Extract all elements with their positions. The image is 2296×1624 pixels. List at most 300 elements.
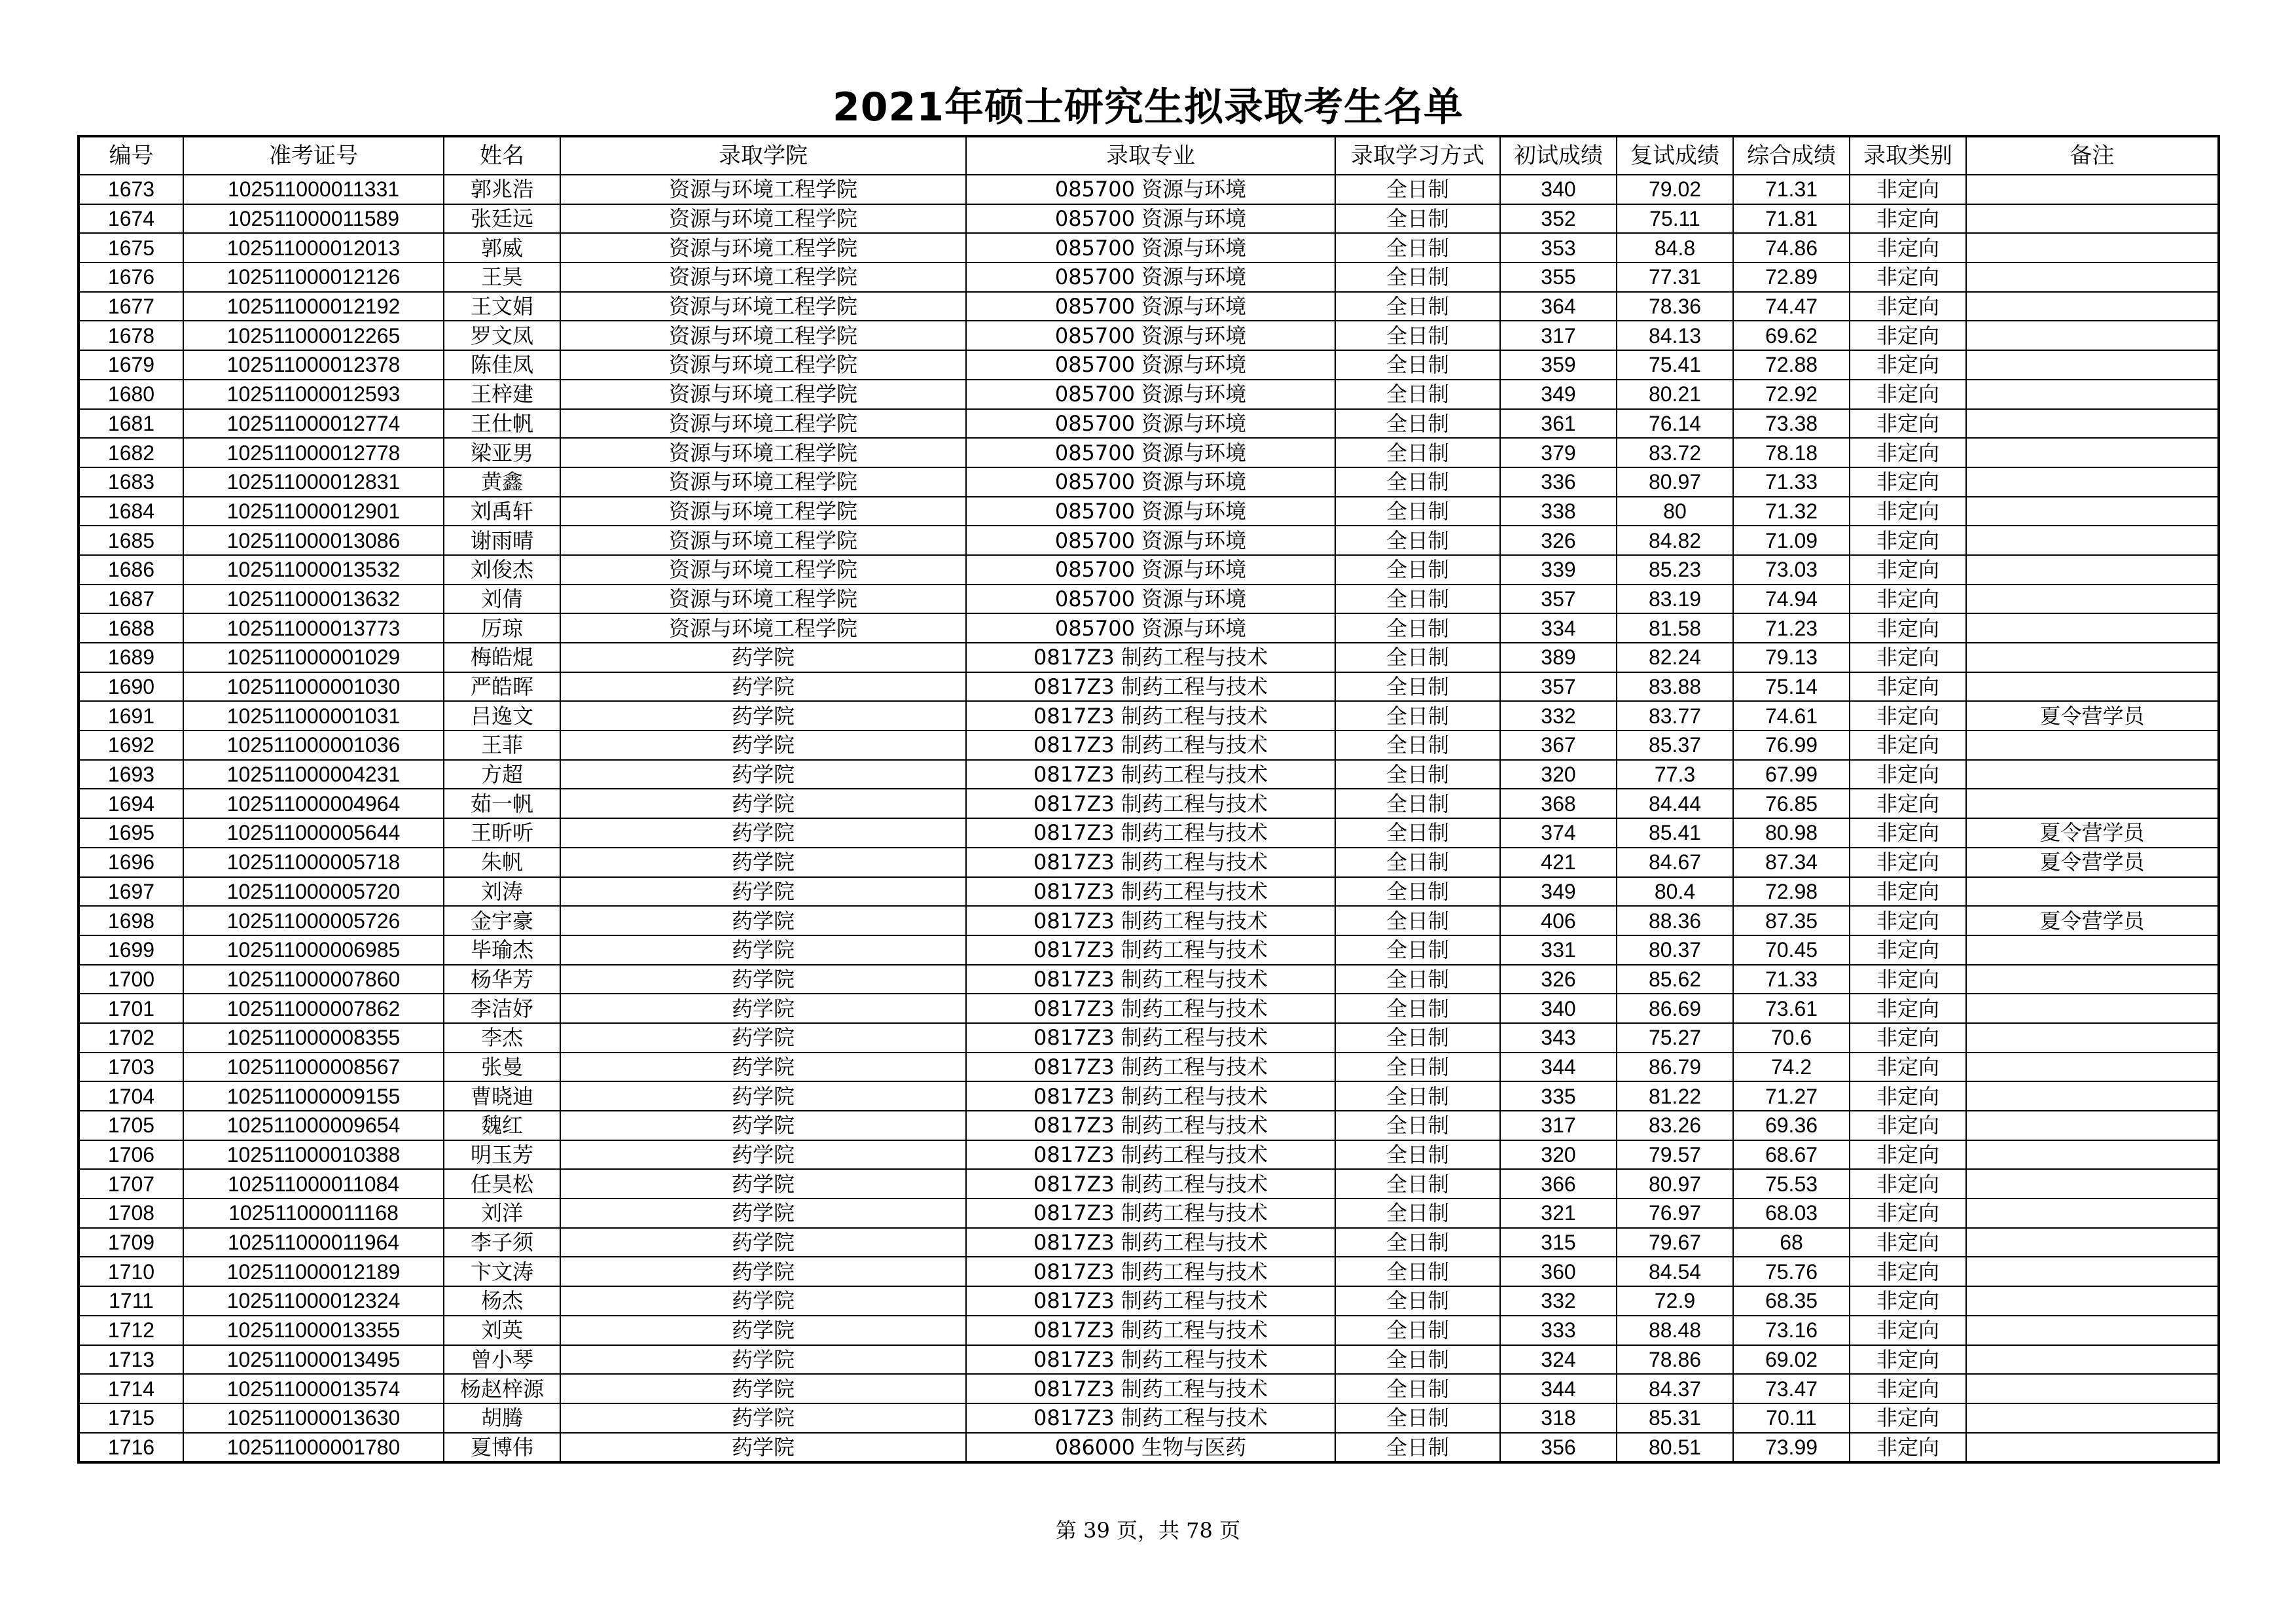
col-college-cell: 资源与环境工程学院 xyxy=(560,175,966,204)
col-remark-cell xyxy=(1966,1199,2219,1228)
col-exam-number-cell: 102511000012324 xyxy=(183,1286,444,1316)
col-retest-score-cell: 76.97 xyxy=(1617,1199,1733,1228)
col-exam-number-cell: 102511000012831 xyxy=(183,467,444,497)
col-name-cell: 黄鑫 xyxy=(444,467,560,497)
col-total-score-cell: 73.99 xyxy=(1733,1433,1850,1463)
col-exam-number-cell: 102511000008355 xyxy=(183,1023,444,1053)
col-initial-score-cell: 340 xyxy=(1500,994,1617,1023)
col-study-mode-cell: 全日制 xyxy=(1335,1140,1500,1170)
col-college-cell: 药学院 xyxy=(560,760,966,789)
table-row xyxy=(79,555,2219,585)
col-retest-score-cell: 85.37 xyxy=(1617,731,1733,760)
col-name-cell: 张廷远 xyxy=(444,204,560,234)
col-remark-cell xyxy=(1966,1081,2219,1111)
col-initial-score-cell: 324 xyxy=(1500,1345,1617,1375)
table-row xyxy=(79,292,2219,321)
col-initial-score-cell: 332 xyxy=(1500,701,1617,731)
col-initial-score-cell: 349 xyxy=(1500,380,1617,409)
col-total-score-cell: 71.27 xyxy=(1733,1081,1850,1111)
col-study-mode-cell: 全日制 xyxy=(1335,994,1500,1023)
col-initial-score-cell: 317 xyxy=(1500,1111,1617,1140)
col-study-mode-cell: 全日制 xyxy=(1335,731,1500,760)
col-initial-score-cell: 334 xyxy=(1500,613,1617,643)
table-row xyxy=(79,906,2219,935)
col-name-cell: 胡腾 xyxy=(444,1403,560,1433)
col-name-cell: 王菲 xyxy=(444,731,560,760)
page-title: 2021年硕士研究生拟录取考生名单 xyxy=(833,84,1463,130)
col-exam-number-cell: 102511000007862 xyxy=(183,994,444,1023)
col-id-cell: 1688 xyxy=(79,613,183,643)
col-college-cell: 资源与环境工程学院 xyxy=(560,233,966,262)
col-category-cell: 非定向 xyxy=(1850,1316,1966,1345)
table-row xyxy=(79,1316,2219,1345)
col-major-cell: 0817Z3 制药工程与技术 xyxy=(966,935,1335,965)
col-remark-cell xyxy=(1966,555,2219,585)
table-row xyxy=(79,409,2219,439)
col-total-score-cell: 71.31 xyxy=(1733,175,1850,204)
col-college-cell: 药学院 xyxy=(560,965,966,994)
col-category-cell: 非定向 xyxy=(1850,1111,1966,1140)
col-college-cell: 药学院 xyxy=(560,1316,966,1345)
col-exam-number-cell: 102511000012265 xyxy=(183,321,444,350)
col-exam-number-cell: 102511000013355 xyxy=(183,1316,444,1345)
col-total-score-cell: 71.33 xyxy=(1733,467,1850,497)
col-remark-header: 备注 xyxy=(1966,136,2219,175)
col-major-cell: 0817Z3 制药工程与技术 xyxy=(966,1199,1335,1228)
col-name-cell: 王昊 xyxy=(444,262,560,292)
col-study-mode-cell: 全日制 xyxy=(1335,1111,1500,1140)
col-exam-number-cell: 102511000011084 xyxy=(183,1169,444,1199)
col-college-cell: 资源与环境工程学院 xyxy=(560,613,966,643)
col-exam-number-cell: 102511000011589 xyxy=(183,204,444,234)
col-id-cell: 1707 xyxy=(79,1169,183,1199)
col-id-cell: 1716 xyxy=(79,1433,183,1463)
col-remark-cell xyxy=(1966,497,2219,526)
col-category-cell: 非定向 xyxy=(1850,1345,1966,1375)
col-major-cell: 0817Z3 制药工程与技术 xyxy=(966,1403,1335,1433)
col-college-cell: 药学院 xyxy=(560,877,966,907)
col-name-cell: 方超 xyxy=(444,760,560,789)
col-exam-number-cell: 102511000005726 xyxy=(183,906,444,935)
col-total-score-cell: 74.47 xyxy=(1733,292,1850,321)
col-initial-score-cell: 368 xyxy=(1500,789,1617,818)
col-study-mode-cell: 全日制 xyxy=(1335,526,1500,555)
admission-table xyxy=(77,135,2220,1464)
col-id-cell: 1679 xyxy=(79,350,183,380)
col-exam-number-cell: 102511000012189 xyxy=(183,1257,444,1286)
col-major-cell: 0817Z3 制药工程与技术 xyxy=(966,731,1335,760)
col-college-cell: 资源与环境工程学院 xyxy=(560,467,966,497)
col-name-cell: 茹一帆 xyxy=(444,789,560,818)
col-retest-score-header: 复试成绩 xyxy=(1617,136,1733,175)
col-id-cell: 1675 xyxy=(79,233,183,262)
col-study-mode-cell: 全日制 xyxy=(1335,1433,1500,1463)
col-total-score-cell: 71.81 xyxy=(1733,204,1850,234)
col-id-cell: 1694 xyxy=(79,789,183,818)
col-total-score-cell: 76.99 xyxy=(1733,731,1850,760)
col-exam-number-cell: 102511000005718 xyxy=(183,848,444,877)
table-row xyxy=(79,1111,2219,1140)
col-total-score-cell: 74.86 xyxy=(1733,233,1850,262)
col-name-cell: 郭威 xyxy=(444,233,560,262)
col-remark-cell xyxy=(1966,233,2219,262)
col-study-mode-cell: 全日制 xyxy=(1335,262,1500,292)
col-id-cell: 1699 xyxy=(79,935,183,965)
col-major-cell: 0817Z3 制药工程与技术 xyxy=(966,994,1335,1023)
col-college-cell: 药学院 xyxy=(560,1053,966,1082)
col-retest-score-cell: 78.86 xyxy=(1617,1345,1733,1375)
table-row xyxy=(79,438,2219,467)
col-exam-number-cell: 102511000013495 xyxy=(183,1345,444,1375)
col-category-cell: 非定向 xyxy=(1850,760,1966,789)
table-row xyxy=(79,760,2219,789)
col-name-cell: 罗文凤 xyxy=(444,321,560,350)
col-exam-number-cell: 102511000004964 xyxy=(183,789,444,818)
col-college-cell: 药学院 xyxy=(560,1169,966,1199)
col-retest-score-cell: 77.31 xyxy=(1617,262,1733,292)
table-row xyxy=(79,1023,2219,1053)
col-exam-number-cell: 102511000012778 xyxy=(183,438,444,467)
col-total-score-cell: 73.16 xyxy=(1733,1316,1850,1345)
col-initial-score-cell: 339 xyxy=(1500,555,1617,585)
col-category-cell: 非定向 xyxy=(1850,1374,1966,1403)
col-remark-cell xyxy=(1966,1140,2219,1170)
col-retest-score-cell: 84.67 xyxy=(1617,848,1733,877)
table-row xyxy=(79,1433,2219,1463)
table-row xyxy=(79,1345,2219,1375)
col-college-cell: 药学院 xyxy=(560,1228,966,1257)
col-initial-score-cell: 374 xyxy=(1500,818,1617,848)
col-study-mode-cell: 全日制 xyxy=(1335,321,1500,350)
col-category-cell: 非定向 xyxy=(1850,467,1966,497)
col-retest-score-cell: 83.88 xyxy=(1617,672,1733,702)
col-name-header: 姓名 xyxy=(444,136,560,175)
col-initial-score-cell: 366 xyxy=(1500,1169,1617,1199)
col-major-cell: 085700 资源与环境 xyxy=(966,613,1335,643)
table-row xyxy=(79,643,2219,672)
col-remark-cell xyxy=(1966,526,2219,555)
col-remark-cell xyxy=(1966,1403,2219,1433)
col-total-score-cell: 76.85 xyxy=(1733,789,1850,818)
table-row xyxy=(79,877,2219,907)
table-row xyxy=(79,1140,2219,1170)
col-retest-score-cell: 80.97 xyxy=(1617,467,1733,497)
col-total-score-cell: 68.35 xyxy=(1733,1286,1850,1316)
col-major-cell: 0817Z3 制药工程与技术 xyxy=(966,1257,1335,1286)
col-major-cell: 085700 资源与环境 xyxy=(966,175,1335,204)
col-total-score-cell: 74.61 xyxy=(1733,701,1850,731)
table-row xyxy=(79,175,2219,204)
col-major-cell: 085700 资源与环境 xyxy=(966,321,1335,350)
col-major-cell: 0817Z3 制药工程与技术 xyxy=(966,643,1335,672)
col-major-cell: 0817Z3 制药工程与技术 xyxy=(966,877,1335,907)
col-id-cell: 1715 xyxy=(79,1403,183,1433)
col-study-mode-cell: 全日制 xyxy=(1335,1081,1500,1111)
col-exam-number-cell: 102511000001780 xyxy=(183,1433,444,1463)
col-exam-number-cell: 102511000013773 xyxy=(183,613,444,643)
col-major-cell: 085700 资源与环境 xyxy=(966,350,1335,380)
col-initial-score-cell: 331 xyxy=(1500,935,1617,965)
col-id-cell: 1686 xyxy=(79,555,183,585)
col-college-cell: 资源与环境工程学院 xyxy=(560,204,966,234)
col-retest-score-cell: 85.23 xyxy=(1617,555,1733,585)
col-initial-score-cell: 332 xyxy=(1500,1286,1617,1316)
col-id-cell: 1705 xyxy=(79,1111,183,1140)
col-name-cell: 任昊松 xyxy=(444,1169,560,1199)
col-remark-cell xyxy=(1966,204,2219,234)
col-name-cell: 朱帆 xyxy=(444,848,560,877)
col-total-score-cell: 67.99 xyxy=(1733,760,1850,789)
col-retest-score-cell: 85.31 xyxy=(1617,1403,1733,1433)
col-id-cell: 1690 xyxy=(79,672,183,702)
col-total-score-cell: 69.62 xyxy=(1733,321,1850,350)
col-remark-cell xyxy=(1966,643,2219,672)
col-category-cell: 非定向 xyxy=(1850,380,1966,409)
col-id-cell: 1706 xyxy=(79,1140,183,1170)
table-row xyxy=(79,321,2219,350)
col-name-cell: 毕瑜杰 xyxy=(444,935,560,965)
col-study-mode-cell: 全日制 xyxy=(1335,438,1500,467)
col-college-cell: 药学院 xyxy=(560,1199,966,1228)
col-name-cell: 李洁妤 xyxy=(444,994,560,1023)
col-college-cell: 资源与环境工程学院 xyxy=(560,409,966,439)
col-college-cell: 药学院 xyxy=(560,1403,966,1433)
col-total-score-cell: 68 xyxy=(1733,1228,1850,1257)
col-name-cell: 梅皓焜 xyxy=(444,643,560,672)
col-study-mode-cell: 全日制 xyxy=(1335,760,1500,789)
col-category-cell: 非定向 xyxy=(1850,613,1966,643)
col-remark-cell xyxy=(1966,1433,2219,1463)
col-remark-cell xyxy=(1966,672,2219,702)
col-major-cell: 0817Z3 制药工程与技术 xyxy=(966,701,1335,731)
table-body xyxy=(79,175,2219,1462)
col-name-cell: 刘倩 xyxy=(444,585,560,614)
col-major-cell: 0817Z3 制药工程与技术 xyxy=(966,1111,1335,1140)
col-retest-score-cell: 79.57 xyxy=(1617,1140,1733,1170)
col-name-cell: 厉琼 xyxy=(444,613,560,643)
col-initial-score-header: 初试成绩 xyxy=(1500,136,1617,175)
col-remark-cell xyxy=(1966,994,2219,1023)
col-study-mode-header: 录取学习方式 xyxy=(1335,136,1500,175)
table-row xyxy=(79,818,2219,848)
col-initial-score-cell: 340 xyxy=(1500,175,1617,204)
col-category-cell: 非定向 xyxy=(1850,1199,1966,1228)
col-college-cell: 药学院 xyxy=(560,1345,966,1375)
table-row xyxy=(79,1374,2219,1403)
col-initial-score-cell: 320 xyxy=(1500,1140,1617,1170)
col-initial-score-cell: 315 xyxy=(1500,1228,1617,1257)
col-category-cell: 非定向 xyxy=(1850,1257,1966,1286)
col-college-cell: 资源与环境工程学院 xyxy=(560,497,966,526)
col-retest-score-cell: 85.62 xyxy=(1617,965,1733,994)
col-major-cell: 085700 资源与环境 xyxy=(966,292,1335,321)
col-total-score-cell: 73.61 xyxy=(1733,994,1850,1023)
col-remark-cell xyxy=(1966,1316,2219,1345)
col-college-cell: 药学院 xyxy=(560,731,966,760)
col-college-cell: 药学院 xyxy=(560,701,966,731)
col-id-cell: 1685 xyxy=(79,526,183,555)
col-name-cell: 李杰 xyxy=(444,1023,560,1053)
col-id-cell: 1676 xyxy=(79,262,183,292)
table-row xyxy=(79,789,2219,818)
col-total-score-cell: 68.03 xyxy=(1733,1199,1850,1228)
col-retest-score-cell: 84.13 xyxy=(1617,321,1733,350)
col-id-cell: 1698 xyxy=(79,906,183,935)
col-exam-number-cell: 102511000009654 xyxy=(183,1111,444,1140)
col-retest-score-cell: 84.54 xyxy=(1617,1257,1733,1286)
col-id-cell: 1673 xyxy=(79,175,183,204)
col-college-cell: 药学院 xyxy=(560,1257,966,1286)
col-exam-number-cell: 102511000012378 xyxy=(183,350,444,380)
col-remark-cell xyxy=(1966,467,2219,497)
col-category-cell: 非定向 xyxy=(1850,731,1966,760)
col-major-cell: 085700 资源与环境 xyxy=(966,262,1335,292)
col-retest-score-cell: 84.44 xyxy=(1617,789,1733,818)
col-id-header: 编号 xyxy=(79,136,183,175)
col-college-cell: 药学院 xyxy=(560,906,966,935)
header-row xyxy=(79,136,2219,175)
col-study-mode-cell: 全日制 xyxy=(1335,380,1500,409)
col-remark-cell xyxy=(1966,1257,2219,1286)
col-initial-score-cell: 355 xyxy=(1500,262,1617,292)
col-total-score-cell: 75.76 xyxy=(1733,1257,1850,1286)
col-id-cell: 1700 xyxy=(79,965,183,994)
col-name-cell: 谢雨晴 xyxy=(444,526,560,555)
col-id-cell: 1687 xyxy=(79,585,183,614)
col-retest-score-cell: 75.27 xyxy=(1617,1023,1733,1053)
table-row xyxy=(79,526,2219,555)
col-remark-cell xyxy=(1966,877,2219,907)
col-total-score-cell: 70.6 xyxy=(1733,1023,1850,1053)
col-exam-number-cell: 102511000001029 xyxy=(183,643,444,672)
col-category-cell: 非定向 xyxy=(1850,292,1966,321)
table-row xyxy=(79,1228,2219,1257)
col-college-cell: 药学院 xyxy=(560,818,966,848)
col-initial-score-cell: 361 xyxy=(1500,409,1617,439)
col-id-cell: 1682 xyxy=(79,438,183,467)
col-remark-cell xyxy=(1966,1228,2219,1257)
col-exam-number-cell: 102511000006985 xyxy=(183,935,444,965)
col-college-cell: 药学院 xyxy=(560,1433,966,1463)
col-retest-score-cell: 80.21 xyxy=(1617,380,1733,409)
col-retest-score-cell: 85.41 xyxy=(1617,818,1733,848)
table-row xyxy=(79,233,2219,262)
col-category-cell: 非定向 xyxy=(1850,1140,1966,1170)
col-retest-score-cell: 80 xyxy=(1617,497,1733,526)
col-total-score-cell: 87.34 xyxy=(1733,848,1850,877)
col-college-cell: 药学院 xyxy=(560,848,966,877)
col-retest-score-cell: 88.36 xyxy=(1617,906,1733,935)
col-major-cell: 0817Z3 制药工程与技术 xyxy=(966,1286,1335,1316)
col-initial-score-cell: 357 xyxy=(1500,672,1617,702)
col-major-cell: 0817Z3 制药工程与技术 xyxy=(966,906,1335,935)
col-name-cell: 李子须 xyxy=(444,1228,560,1257)
col-study-mode-cell: 全日制 xyxy=(1335,1023,1500,1053)
col-category-cell: 非定向 xyxy=(1850,848,1966,877)
col-name-cell: 王仕帆 xyxy=(444,409,560,439)
col-initial-score-cell: 317 xyxy=(1500,321,1617,350)
col-exam-number-cell: 102511000012126 xyxy=(183,262,444,292)
col-study-mode-cell: 全日制 xyxy=(1335,1374,1500,1403)
col-category-cell: 非定向 xyxy=(1850,1228,1966,1257)
col-study-mode-cell: 全日制 xyxy=(1335,1228,1500,1257)
col-remark-cell xyxy=(1966,380,2219,409)
col-category-cell: 非定向 xyxy=(1850,1169,1966,1199)
col-remark-cell xyxy=(1966,585,2219,614)
col-exam-number-cell: 102511000009155 xyxy=(183,1081,444,1111)
col-total-score-header: 综合成绩 xyxy=(1733,136,1850,175)
col-retest-score-cell: 78.36 xyxy=(1617,292,1733,321)
col-remark-cell xyxy=(1966,1111,2219,1140)
col-name-cell: 张曼 xyxy=(444,1053,560,1082)
col-study-mode-cell: 全日制 xyxy=(1335,818,1500,848)
col-study-mode-cell: 全日制 xyxy=(1335,1345,1500,1375)
col-category-cell: 非定向 xyxy=(1850,818,1966,848)
col-initial-score-cell: 359 xyxy=(1500,350,1617,380)
col-major-cell: 0817Z3 制药工程与技术 xyxy=(966,1345,1335,1375)
col-retest-score-cell: 72.9 xyxy=(1617,1286,1733,1316)
col-college-cell: 药学院 xyxy=(560,643,966,672)
table-row xyxy=(79,1257,2219,1286)
col-category-cell: 非定向 xyxy=(1850,585,1966,614)
col-name-cell: 杨赵梓源 xyxy=(444,1374,560,1403)
col-study-mode-cell: 全日制 xyxy=(1335,613,1500,643)
col-college-cell: 资源与环境工程学院 xyxy=(560,555,966,585)
table-row xyxy=(79,467,2219,497)
col-category-cell: 非定向 xyxy=(1850,1023,1966,1053)
col-study-mode-cell: 全日制 xyxy=(1335,350,1500,380)
col-retest-score-cell: 80.97 xyxy=(1617,1169,1733,1199)
col-retest-score-cell: 83.26 xyxy=(1617,1111,1733,1140)
col-college-cell: 资源与环境工程学院 xyxy=(560,350,966,380)
col-retest-score-cell: 80.4 xyxy=(1617,877,1733,907)
col-study-mode-cell: 全日制 xyxy=(1335,965,1500,994)
col-total-score-cell: 75.14 xyxy=(1733,672,1850,702)
col-total-score-cell: 87.35 xyxy=(1733,906,1850,935)
col-total-score-cell: 74.2 xyxy=(1733,1053,1850,1082)
col-total-score-cell: 74.94 xyxy=(1733,585,1850,614)
col-category-cell: 非定向 xyxy=(1850,321,1966,350)
col-name-cell: 刘俊杰 xyxy=(444,555,560,585)
table-row xyxy=(79,1053,2219,1082)
col-id-cell: 1703 xyxy=(79,1053,183,1082)
col-id-cell: 1674 xyxy=(79,204,183,234)
col-exam-number-cell: 102511000001031 xyxy=(183,701,444,731)
col-exam-number-cell: 102511000005644 xyxy=(183,818,444,848)
col-category-cell: 非定向 xyxy=(1850,965,1966,994)
col-id-cell: 1696 xyxy=(79,848,183,877)
col-name-cell: 王梓建 xyxy=(444,380,560,409)
col-initial-score-cell: 360 xyxy=(1500,1257,1617,1286)
col-study-mode-cell: 全日制 xyxy=(1335,789,1500,818)
col-remark-cell xyxy=(1966,262,2219,292)
col-name-cell: 曹晓迪 xyxy=(444,1081,560,1111)
col-id-cell: 1683 xyxy=(79,467,183,497)
col-retest-score-cell: 83.72 xyxy=(1617,438,1733,467)
col-category-cell: 非定向 xyxy=(1850,204,1966,234)
col-major-cell: 0817Z3 制药工程与技术 xyxy=(966,789,1335,818)
col-retest-score-cell: 81.58 xyxy=(1617,613,1733,643)
col-college-header: 录取学院 xyxy=(560,136,966,175)
table-row xyxy=(79,731,2219,760)
col-initial-score-cell: 352 xyxy=(1500,204,1617,234)
col-initial-score-cell: 318 xyxy=(1500,1403,1617,1433)
col-remark-cell xyxy=(1966,321,2219,350)
col-total-score-cell: 71.33 xyxy=(1733,965,1850,994)
col-college-cell: 资源与环境工程学院 xyxy=(560,292,966,321)
col-major-cell: 0817Z3 制药工程与技术 xyxy=(966,1140,1335,1170)
col-id-cell: 1677 xyxy=(79,292,183,321)
